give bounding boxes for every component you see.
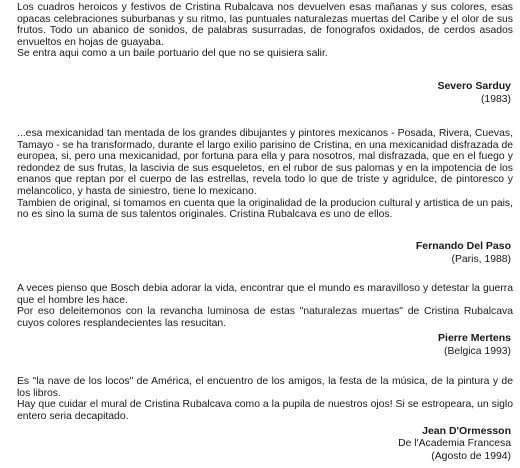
quote-paragraph: Tambien de original, si tomamos en cuenta que la originalidad de la producion cultural y artistica de un pais, no es sino la suma de sus talentos originales. Cristina Rubalcava es uno de ellos. — [17, 197, 513, 221]
quote-sarduy-author: Severo Sarduy — [437, 80, 511, 92]
quote-sarduy-text — [17, 2, 513, 60]
quote-mertens-date: (Belgica 1993) — [443, 346, 511, 357]
quote-delpaso-author: Fernando Del Paso — [415, 240, 511, 252]
quote-paragraph: ...esa mexicanidad tan mentada de los grandes dibujantes y pintores mexicanos - Posada, Rivera, Cuevas, Tamayo - se ha transformado, durante el largo exilio parisino de Cristina, en una mexicanidad disfrazada de europea, si, pero una mexicanidad, por fortuna para ella y para nosotros, mal disfrazada, que en el fuego y redondez de sus frutas, la lascivia de sus esqueletos, en el rubor de sus palomas y en la impotencia de los enanos que reptan por el cuerpo de las estrellas, revela todo lo que de triste y agridulce, de pintoresco y melancolico, y hasta de siniestro, tiene lo mexicano. — [17, 128, 513, 197]
quote-paragraph: Los cuadros heroicos y festivos de Cristina Rubalcava nos devuelven esas mañanas y sus colores, esas opacas celebraciones suburbanas y su ritmo, las puntuales naturalezas muertas del Caribe y el olor de sus frutos. Todo un abanico de sonidos, de palabras susurradas, de fonografos oxidados, de cerdos asados envueltos en hojas de guayaba. — [17, 2, 513, 48]
quote-sarduy-date: (1983) — [480, 94, 511, 105]
quote-mertens-author: Pierre Mertens — [438, 332, 511, 344]
quote-dormesson-date: (Agosto de 1994) — [431, 451, 511, 462]
quote-paragraph: A veces pienso que Bosch debia adorar la vida, encontrar que el mundo es maravilloso y detestar la guerra que el hombre les hace. — [17, 283, 513, 306]
quote-dormesson-text — [17, 376, 513, 422]
quote-dormesson-affiliation: De l'Academia Francesa — [398, 438, 511, 449]
quote-paragraph: Es "la nave de los locos" de América, el encuentro de los amigos, la festa de la música, de la pintura y de los libros. — [17, 376, 513, 399]
quote-mertens-text — [17, 283, 513, 329]
quote-paragraph: Hay que cuidar el mural de Cristina Rubalcava como a la pupila de nuestros ojos! Si se estropeara, un siglo entero seria decapitado. — [17, 399, 513, 422]
quote-paragraph: Se entra aqui como a un baile portuario del que no se quisiera salir. — [17, 48, 328, 60]
quote-dormesson-author: Jean D'Ormesson — [422, 425, 511, 437]
quote-paragraph: Por eso deleitemonos con la revancha luminosa de estas "naturalezas muertas" de Cristina Rubalcava cuyos colores resplandecientes las resucitan. — [17, 306, 513, 329]
quote-delpaso-date: (Paris, 1988) — [451, 254, 511, 265]
quote-delpaso-text — [17, 128, 513, 221]
